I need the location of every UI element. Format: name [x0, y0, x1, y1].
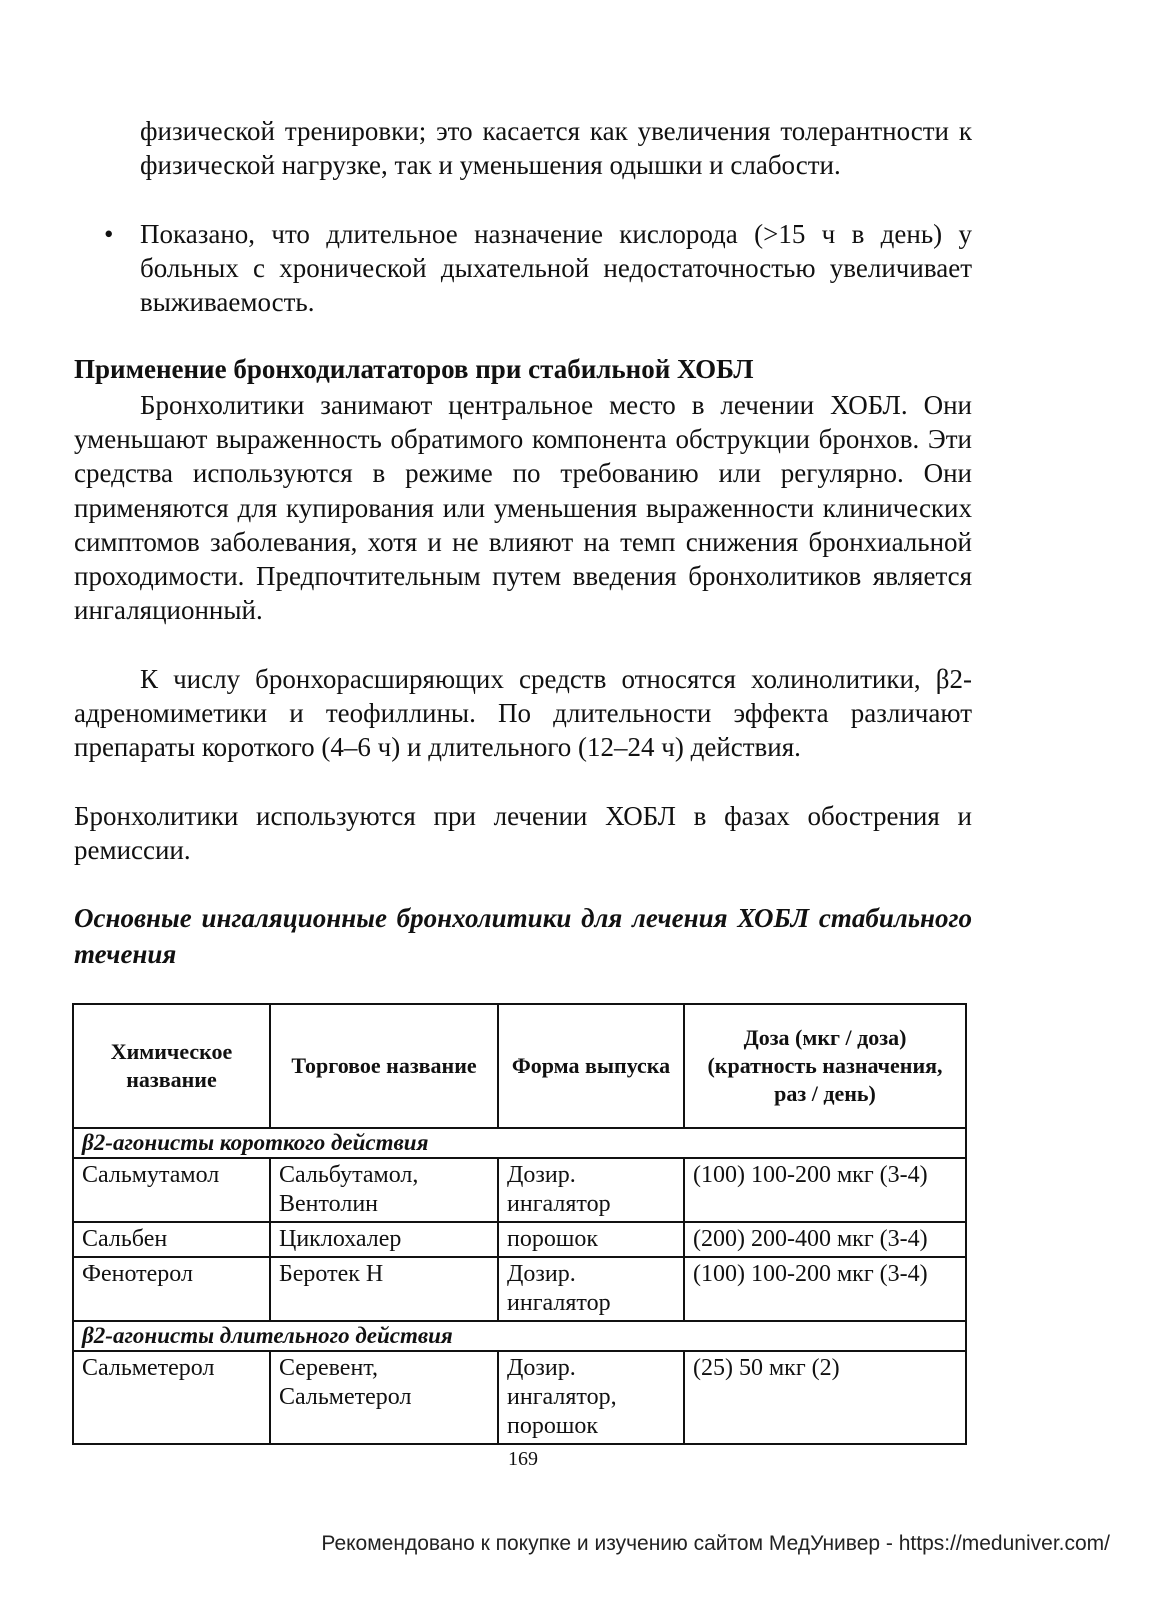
- cell-release-form: Дозир. ингалятор, порошок: [498, 1351, 684, 1444]
- cell-dose: (25) 50 мкг (2): [684, 1351, 966, 1444]
- cell-dose: (100) 100-200 мкг (3-4): [684, 1158, 966, 1222]
- header-trade-name: Торговое название: [270, 1004, 498, 1128]
- continuation-paragraph: физической тренировки; это касается как увеличения толерантности к физической нагрузке, так и уменьшения одышки и слабости.: [140, 116, 972, 181]
- drugs-table: [72, 1003, 967, 1445]
- cell-release-form: Дозир. ингалятор: [498, 1158, 684, 1222]
- cell-chemical-name: Фенотерол: [73, 1257, 270, 1321]
- body-paragraph-1: Бронхолитики занимают центральное место в лечении ХОБЛ. Они уменьшают выраженность обратимого компонента обструкции бронхов. Эти средства используются в режиме по требованию или регулярно. Они применяются для купирования или уменьшения выраженности клинических симптомов заболевания, хотя и не влияют на темп снижения бронхиальной проходимости. Предпочтительным путем введения бронхолитиков является ингаляционный.: [74, 390, 972, 626]
- table-row: [73, 1351, 966, 1444]
- page-number: 169: [508, 1448, 538, 1470]
- cell-trade-name: Беротек Н: [270, 1257, 498, 1321]
- cell-dose: (100) 100-200 мкг (3-4): [684, 1257, 966, 1321]
- header-chemical-name: Химическое название: [73, 1004, 270, 1128]
- group-title-short-acting: β2-агонисты короткого действия: [73, 1128, 966, 1158]
- cell-dose: (200) 200-400 мкг (3-4): [684, 1222, 966, 1257]
- table-row: [73, 1222, 966, 1257]
- cell-trade-name: Серевент, Сальметерол: [270, 1351, 498, 1444]
- table-caption: Основные ингаляционные бронхолитики для лечения ХОБЛ стабильного течения: [74, 903, 972, 969]
- section-heading: Применение бронходилататоров при стабильной ХОБЛ: [74, 354, 754, 384]
- table-row: [73, 1158, 966, 1222]
- cell-trade-name: Сальбутамол, Вентолин: [270, 1158, 498, 1222]
- footer-recommendation: Рекомендовано к покупке и изучению сайтом МедУнивер - https://meduniver.com/: [321, 1532, 1110, 1555]
- header-dose: Доза (мкг / доза) (кратность назначения, раз / день): [684, 1004, 966, 1128]
- header-release-form: Форма выпуска: [498, 1004, 684, 1128]
- group-title-long-acting: β2-агонисты длительного действия: [73, 1321, 966, 1351]
- cell-release-form: порошок: [498, 1222, 684, 1257]
- table-group-row: [73, 1128, 966, 1158]
- cell-chemical-name: Сальмутамол: [73, 1158, 270, 1222]
- bullet-icon: •: [104, 219, 114, 249]
- table-row: [73, 1257, 966, 1321]
- cell-trade-name: Циклохалер: [270, 1222, 498, 1257]
- table-header-row: [73, 1004, 966, 1128]
- cell-release-form: Дозир. ингалятор: [498, 1257, 684, 1321]
- body-paragraph-2: К числу бронхорасширяющих средств относятся холинолитики, β2-адреномиметики и теофиллины. По длительности эффекта различают препараты короткого (4–6 ч) и длительного (12–24 ч) действия.: [74, 664, 972, 763]
- table-group-row: [73, 1321, 966, 1351]
- body-paragraph-3: Бронхолитики используются при лечении ХОБЛ в фазах обострения и ремиссии.: [74, 801, 972, 866]
- cell-chemical-name: Сальметерол: [73, 1351, 270, 1444]
- cell-chemical-name: Сальбен: [73, 1222, 270, 1257]
- bullet-paragraph: Показано, что длительное назначение кислорода (>15 ч в день) у больных с хронической дыхательной недостаточностью увеличивает выживаемость.: [140, 219, 972, 317]
